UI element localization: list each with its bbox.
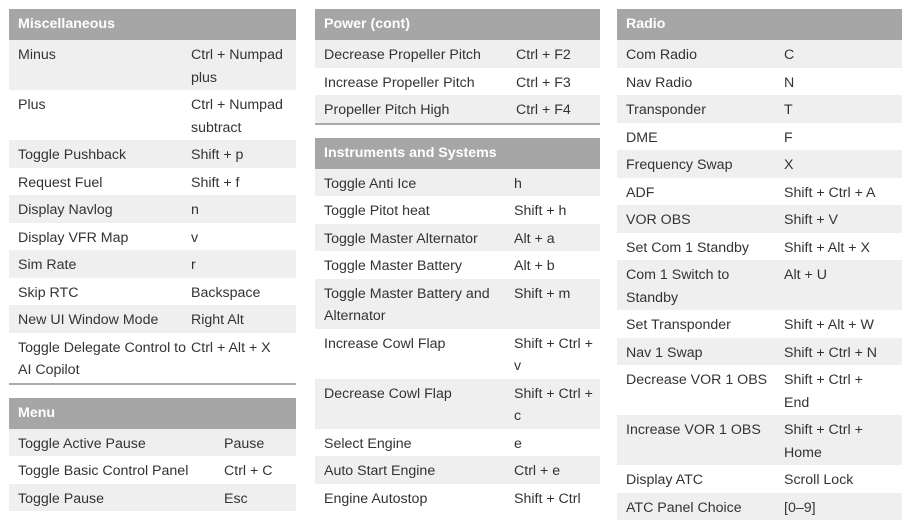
shortcut-action: ADF	[617, 178, 784, 206]
shortcut-action: Set Transponder	[617, 310, 784, 338]
section-header-instruments: Instruments and Systems	[315, 138, 600, 169]
shortcut-row	[617, 40, 902, 68]
shortcut-keys: Ctrl + Numpad subtract	[191, 90, 296, 140]
shortcut-keys: v	[191, 223, 296, 251]
shortcut-action: Toggle Pushback	[9, 140, 191, 168]
shortcut-row	[9, 278, 296, 306]
shortcut-row	[315, 169, 600, 197]
shortcut-action: Decrease VOR 1 OBS	[617, 365, 784, 415]
shortcut-row	[617, 493, 902, 520]
shortcut-row	[315, 329, 600, 379]
shortcut-row	[9, 168, 296, 196]
shortcut-row	[315, 279, 600, 329]
shortcut-keys: N	[784, 68, 902, 96]
shortcut-keys: Esc	[224, 484, 296, 512]
shortcut-action: Display VFR Map	[9, 223, 191, 251]
shortcut-keys: Alt + a	[514, 224, 600, 252]
shortcut-keys: Shift + h	[514, 196, 600, 224]
shortcut-action: VOR OBS	[617, 205, 784, 233]
shortcut-action: Com Radio	[617, 40, 784, 68]
section-instruments	[315, 138, 600, 512]
shortcut-row	[9, 223, 296, 251]
shortcut-keys: Ctrl + Numpad plus	[191, 40, 296, 90]
section-power-cont	[315, 9, 600, 125]
shortcut-action: Nav Radio	[617, 68, 784, 96]
shortcut-row	[617, 415, 902, 465]
shortcut-keys: Ctrl + F2	[516, 40, 600, 68]
shortcut-keys: e	[514, 429, 600, 457]
shortcut-row	[617, 205, 902, 233]
shortcut-row	[9, 195, 296, 223]
shortcut-row	[9, 484, 296, 512]
column-2	[315, 9, 600, 511]
shortcut-action: Engine Autostop	[315, 484, 514, 512]
shortcut-keys: Shift + V	[784, 205, 902, 233]
shortcut-action: Display ATC	[617, 465, 784, 493]
shortcut-keys: Shift + Ctrl + Home	[784, 415, 884, 465]
shortcut-keys: r	[191, 250, 296, 278]
shortcut-row	[315, 429, 600, 457]
section-radio	[617, 9, 902, 520]
shortcut-action: Display Navlog	[9, 195, 191, 223]
shortcut-keys: Shift + Ctrl + N	[784, 338, 902, 366]
shortcut-keys: [0–9]	[784, 493, 902, 520]
shortcut-row	[9, 250, 296, 278]
shortcut-row	[617, 123, 902, 151]
shortcut-row	[617, 68, 902, 96]
shortcut-keys: F	[784, 123, 902, 151]
shortcut-keys: h	[514, 169, 600, 197]
shortcut-keys: Shift + Ctrl + End	[784, 365, 884, 415]
column-3	[617, 9, 902, 520]
shortcut-keys: n	[191, 195, 296, 223]
shortcut-action: Toggle Active Pause	[9, 429, 224, 457]
shortcut-keys: Shift + f	[191, 168, 296, 196]
shortcut-row	[9, 40, 296, 90]
shortcut-keys: Ctrl + C	[224, 456, 296, 484]
shortcut-action: Toggle Master Alternator	[315, 224, 514, 252]
shortcut-row	[9, 90, 296, 140]
shortcut-row	[617, 233, 902, 261]
shortcut-row	[315, 196, 600, 224]
shortcut-row	[617, 338, 902, 366]
shortcut-keys: Shift + Ctrl + A	[784, 178, 902, 206]
shortcut-row	[315, 456, 600, 484]
shortcut-action: Request Fuel	[9, 168, 191, 196]
shortcut-row	[9, 456, 296, 484]
shortcut-action: Toggle Pitot heat	[315, 196, 514, 224]
shortcut-row	[9, 333, 296, 383]
section-header-power-cont: Power (cont)	[315, 9, 600, 40]
shortcut-keys: Shift + Alt + W	[784, 310, 902, 338]
column-1	[9, 9, 296, 511]
shortcut-keys: Backspace	[191, 278, 296, 306]
shortcut-row	[9, 140, 296, 168]
section-miscellaneous	[9, 9, 296, 385]
shortcut-row	[315, 224, 600, 252]
shortcut-keys: Right Alt	[191, 305, 296, 333]
shortcut-keys: Shift + m	[514, 279, 600, 329]
shortcut-action: Auto Start Engine	[315, 456, 514, 484]
shortcut-action: Toggle Master Battery and Alternator	[315, 279, 514, 329]
shortcut-action: Toggle Delegate Control to AI Copilot	[9, 333, 191, 383]
shortcut-row	[315, 484, 600, 512]
shortcut-keys: Ctrl + F3	[516, 68, 600, 96]
shortcut-keys: Ctrl + F4	[516, 95, 600, 123]
shortcut-action: Minus	[9, 40, 191, 90]
shortcut-row	[9, 429, 296, 457]
shortcut-action: New UI Window Mode	[9, 305, 191, 333]
shortcut-keys: C	[784, 40, 902, 68]
shortcut-keys: Shift + Ctrl + c	[514, 379, 600, 429]
shortcut-keys: X	[784, 150, 902, 178]
section-header-miscellaneous: Miscellaneous	[9, 9, 296, 40]
shortcut-keys: Ctrl + e	[514, 456, 600, 484]
shortcut-action: Decrease Cowl Flap	[315, 379, 514, 429]
shortcut-row	[315, 40, 600, 68]
shortcut-action: Increase Propeller Pitch	[315, 68, 516, 96]
shortcut-action: Toggle Master Battery	[315, 251, 514, 279]
shortcut-action: Com 1 Switch to Standby	[617, 260, 784, 310]
shortcut-action: Decrease Propeller Pitch	[315, 40, 516, 68]
shortcut-keys: Shift + Ctrl + v	[514, 329, 600, 379]
shortcut-row	[315, 68, 600, 96]
section-header-menu: Menu	[9, 398, 296, 429]
shortcut-row	[617, 310, 902, 338]
shortcut-keys: Alt + U	[784, 260, 902, 310]
shortcut-action: DME	[617, 123, 784, 151]
shortcut-row	[617, 95, 902, 123]
shortcut-keys: Scroll Lock	[784, 465, 902, 493]
shortcut-row	[315, 251, 600, 279]
shortcut-action: Select Engine	[315, 429, 514, 457]
shortcut-row	[315, 95, 600, 123]
shortcut-action: Set Com 1 Standby	[617, 233, 784, 261]
shortcut-action: Frequency Swap	[617, 150, 784, 178]
shortcut-row	[617, 260, 902, 310]
shortcut-row	[617, 178, 902, 206]
shortcut-keys: Pause	[224, 429, 296, 457]
shortcut-keys: Shift + Alt + X	[784, 233, 902, 261]
shortcut-action: Toggle Basic Control Panel	[9, 456, 224, 484]
shortcut-row	[617, 150, 902, 178]
shortcut-row	[617, 365, 902, 415]
shortcut-action: Plus	[9, 90, 191, 140]
shortcut-action: ATC Panel Choice	[617, 493, 784, 520]
shortcut-action: Toggle Anti Ice	[315, 169, 514, 197]
shortcut-action: Toggle Pause	[9, 484, 224, 512]
shortcut-keys: Shift + p	[191, 140, 296, 168]
shortcut-row	[9, 305, 296, 333]
shortcut-action: Increase VOR 1 OBS	[617, 415, 784, 465]
shortcut-action: Propeller Pitch High	[315, 95, 516, 123]
shortcut-row	[315, 379, 600, 429]
section-menu	[9, 398, 296, 512]
shortcut-action: Nav 1 Swap	[617, 338, 784, 366]
shortcut-action: Sim Rate	[9, 250, 191, 278]
shortcut-keys: Ctrl + Alt + X	[191, 333, 296, 383]
shortcut-action: Transponder	[617, 95, 784, 123]
shortcut-keys: Alt + b	[514, 251, 600, 279]
shortcut-keys: Shift + Ctrl	[514, 484, 600, 512]
shortcut-keys: T	[784, 95, 902, 123]
shortcut-action: Skip RTC	[9, 278, 191, 306]
section-header-radio: Radio	[617, 9, 902, 40]
shortcut-row	[617, 465, 902, 493]
shortcut-action: Increase Cowl Flap	[315, 329, 514, 379]
